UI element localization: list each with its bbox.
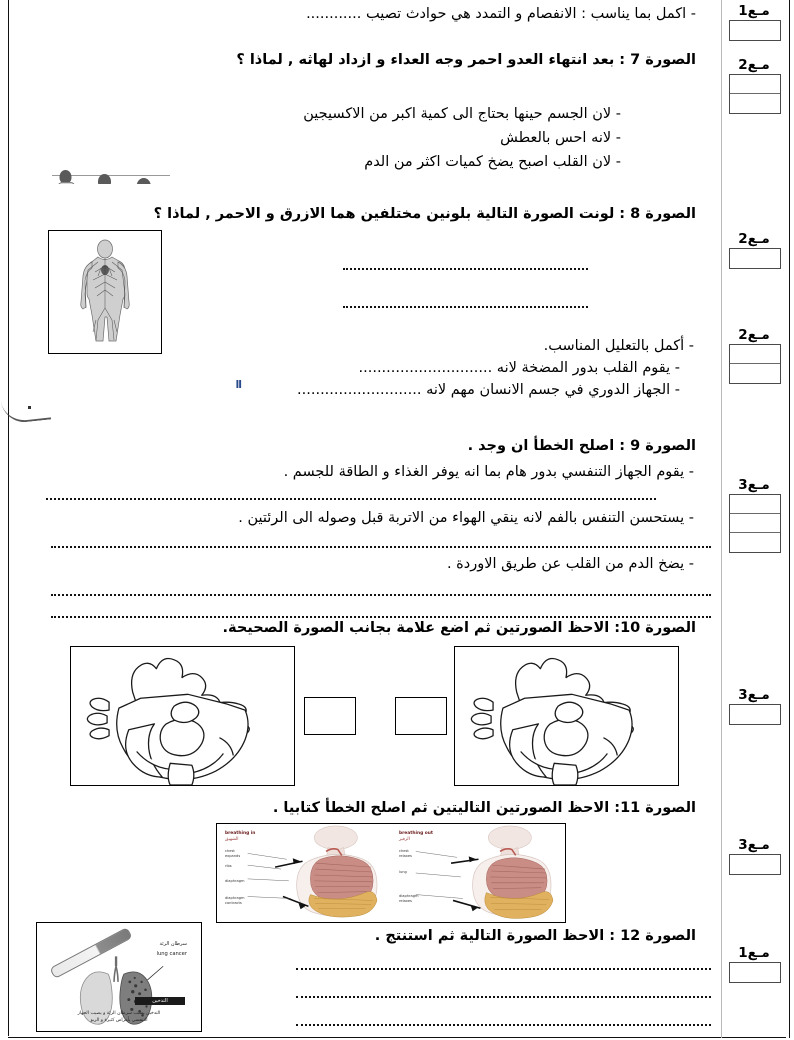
grading-boxes[interactable] — [729, 704, 781, 725]
grading-cell[interactable] — [730, 705, 780, 724]
grading-cell[interactable] — [730, 249, 780, 268]
grading-label: مـع2 — [738, 57, 770, 73]
grading-boxes[interactable] — [729, 854, 781, 875]
grading-label: مـع2 — [738, 231, 770, 247]
question-9-statement-3: - يضخ الدم من القلب عن طريق الاوردة . — [446, 556, 694, 572]
breathing-in-label-ribs: ribs — [225, 864, 232, 868]
grading-cell[interactable] — [730, 533, 780, 552]
question-7-option-2[interactable]: - لانه احس بالعطش — [500, 130, 621, 146]
question-12-answer-line[interactable] — [296, 1024, 711, 1026]
question-8-answer-line[interactable] — [343, 268, 588, 270]
breathing-in-svg — [217, 824, 391, 922]
question-9-statement-1: - يقوم الجهاز التنفسي بدور هام بما انه يوفر الغذاء و الطاقة للجسم . — [283, 464, 694, 480]
lung-cancer-label-en: lung cancer — [156, 951, 187, 957]
grading-label: مـع1 — [738, 945, 770, 961]
breathing-out-label-relaxes-2: relaxes — [399, 899, 412, 903]
smoking-badge: التدخين — [135, 997, 185, 1005]
grading-label: مـع3 — [738, 687, 770, 703]
question-12-answer-line[interactable] — [296, 968, 711, 970]
heart-svg — [71, 647, 294, 785]
breathing-diagram — [216, 823, 566, 923]
runner-head — [137, 178, 151, 184]
page-border-left — [8, 0, 9, 1036]
grading-cell[interactable] — [730, 94, 780, 113]
question-12-heading: الصورة 12 : الاحظ الصورة التالية ثم استنتج . — [374, 928, 696, 944]
question-7-heading: الصورة 7 : بعد انتهاء العدو احمر وجه العداء و ازداد لهاثه , لماذا ؟ — [236, 52, 696, 68]
grading-label: مـع3 — [738, 477, 770, 493]
breathing-out-label-chest: chest — [399, 849, 409, 853]
blue-annotation-mark: ll — [235, 378, 241, 391]
grading-boxes[interactable] — [729, 20, 781, 41]
reasoning-line-2[interactable]: - الجهاز الدوري في جسم الانسان مهم لانه ........................... — [297, 382, 680, 398]
grading-cell[interactable] — [730, 345, 780, 364]
breathing-in-label-chest: chest — [225, 849, 235, 853]
lung-cancer-label-ar: سرطان الرئة — [159, 941, 187, 947]
grading-group-7 — [726, 838, 784, 875]
grading-boxes[interactable] — [729, 74, 781, 114]
circulatory-system-illustration — [48, 230, 162, 354]
breathing-out-label-relaxes: relaxes — [399, 854, 412, 858]
breathing-out-svg — [391, 824, 565, 922]
lung-cancer-cigarette-illustration — [36, 922, 202, 1032]
breathing-out-label-diaphragm: diaphragm — [399, 894, 419, 898]
grading-group-4 — [726, 328, 784, 384]
grading-boxes[interactable] — [729, 494, 781, 553]
question-7-option-3[interactable]: - لان القلب اصبح يضخ كميات اكثر من الدم — [364, 154, 621, 170]
question-10-answer-box-left[interactable] — [304, 697, 356, 735]
grading-label: مـع3 — [738, 837, 770, 853]
grading-boxes[interactable] — [729, 248, 781, 269]
breathing-in-label-diaphragm-2: diaphragm — [225, 896, 245, 900]
question-10-heading: الصورة 10: الاحظ الصورتين ثم اضع علامة بجانب الصورة الصحيحة. — [222, 620, 696, 636]
question-10-answer-box-right[interactable] — [395, 697, 447, 735]
runner-torso — [56, 182, 76, 184]
breathing-out-title-ar: الزفير — [399, 837, 410, 842]
grading-cell[interactable] — [730, 514, 780, 533]
grading-group-6 — [726, 688, 784, 725]
breathing-in-label-contracts: contracts — [225, 901, 242, 905]
grading-group-2 — [726, 58, 784, 114]
question-11-heading: الصورة 11: الاحظ الصورتين التاليتين ثم اصلح الخطأ كتابيا . — [272, 800, 696, 816]
question-9-answer-line[interactable] — [46, 498, 656, 500]
breathing-out-title: breathing out — [399, 831, 434, 836]
question-7-option-1[interactable]: - لان الجسم حينها بحتاج الى كمية اكبر من الاكسيجين — [303, 106, 621, 122]
grading-cell[interactable] — [730, 364, 780, 383]
lung-figure-footer-2: التنفسي بأمراض كثيرة و الربو — [90, 1018, 148, 1023]
grading-cell[interactable] — [730, 855, 780, 874]
grading-cell[interactable] — [730, 963, 780, 982]
heart-svg — [455, 647, 678, 785]
grading-label: مـع2 — [738, 327, 770, 343]
breathing-in-label-expands: expands — [225, 854, 241, 858]
reasoning-line-1[interactable]: - يقوم القلب بدور المضخة لانه ............................. — [358, 360, 680, 376]
grading-group-1 — [726, 4, 784, 41]
worksheet-content — [14, 0, 716, 1040]
breathing-out-label-lung: lung — [399, 870, 407, 874]
grading-boxes[interactable] — [729, 962, 781, 983]
grading-boxes[interactable] — [729, 344, 781, 384]
breathing-in-title: breathing in — [225, 831, 256, 836]
breathing-in-label-diaphragm: diaphragm — [225, 879, 245, 883]
question-8-answer-line[interactable] — [343, 306, 588, 308]
grading-group-3 — [726, 232, 784, 269]
question-8-heading: الصورة 8 : لونت الصورة التالية بلونين مختلفين هما الازرق و الاحمر , لماذا ؟ — [153, 206, 696, 222]
question-9-heading: الصورة 9 : اصلح الخطأ ان وجد . — [467, 438, 696, 454]
breathing-out-panel — [391, 824, 565, 922]
question-9-statement-2: - يستحسن التنفس بالفم لانه ينقي الهواء من الاتربة قبل وصوله الى الرئتين . — [238, 510, 694, 526]
grading-label: مـع1 — [738, 3, 770, 19]
question-12-answer-line[interactable] — [296, 996, 711, 998]
grading-group-8 — [726, 946, 784, 983]
grading-group-5 — [726, 478, 784, 553]
fill-in-blank-line: - اكمل بما يناسب : الانفصام و التمدد هي حوادث تصيب ............ — [306, 6, 696, 22]
runners-illustration — [44, 66, 179, 184]
breathing-in-title-ar: الشهيق — [225, 837, 239, 842]
grading-cell[interactable] — [730, 21, 780, 40]
heart-diagram-left[interactable] — [70, 646, 295, 786]
heart-diagram-right[interactable] — [454, 646, 679, 786]
question-9-answer-line[interactable] — [51, 616, 711, 618]
page-border-right — [789, 0, 790, 1038]
grading-cell[interactable] — [730, 495, 780, 514]
reasoning-heading: - أكمل بالتعليل المناسب. — [543, 338, 694, 354]
question-9-answer-line[interactable] — [51, 594, 711, 596]
question-9-answer-line[interactable] — [51, 546, 711, 548]
grading-cell[interactable] — [730, 75, 780, 94]
runner-head — [98, 174, 111, 184]
lung-figure-footer-1: التدخين يسبب سرطان الرئة و يصيب الجهاز — [77, 1011, 161, 1016]
circulatory-svg — [65, 238, 145, 346]
grading-margin-divider — [721, 0, 722, 1038]
breathing-in-panel — [217, 824, 391, 922]
